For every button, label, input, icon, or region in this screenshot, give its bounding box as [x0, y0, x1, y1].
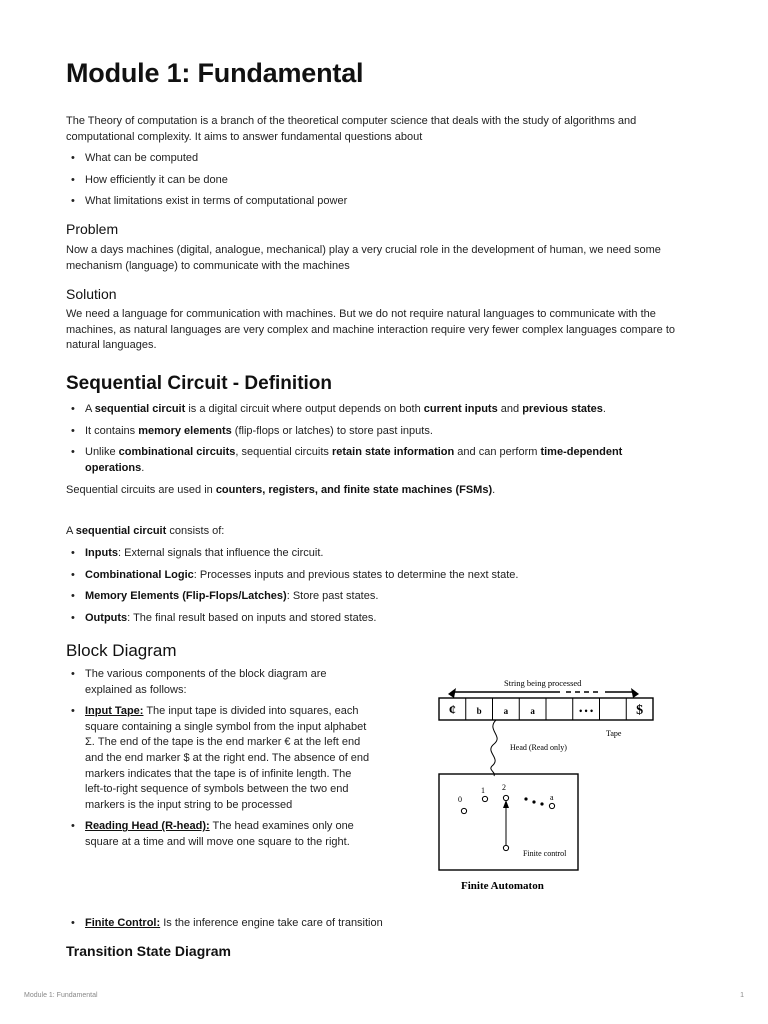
head-label: Head (Read only) — [510, 743, 567, 752]
sequential-usage-paragraph: Sequential circuits are used in counters, registers, and finite state machines (FSMs). — [66, 484, 496, 496]
list-item: • Input Tape: The input tape is divided into squares, each square containing a single symbol from the input alphabet Σ. The end of the tape is the end marker € at the left end and the end marker $ at the right end. The absence of end markers indicates that the tape is of infinite length. The left-to-right sequence of symbols between the two end markers is the input string to be processed — [66, 704, 371, 813]
list-item: • A sequential circuit is a digital circuit where output depends on both current inputs and previous states. — [66, 402, 706, 418]
state-node — [482, 796, 487, 801]
list-item: • Finite Control: Is the inference engine take care of transition — [66, 916, 706, 932]
problem-paragraph: Now a days machines (digital, analogue, mechanical) play a very crucial role in the development of human, we need some mechanism (language) to communicate with the machines — [66, 244, 661, 272]
solution-paragraph: We need a language for communication with machines. But we do not require natural languages to communicate with the machines, as natural languages are very complex and machine interaction require very fewer complex languages compare to natural languages. — [66, 308, 675, 352]
dot — [524, 797, 527, 800]
list-item: • Unlike combinational circuits, sequential circuits retain state information and can perform time-dependent operations. — [66, 445, 655, 476]
tape-symbol: a — [530, 706, 535, 716]
figure-caption: Finite Automaton — [461, 880, 544, 892]
list-item: • It contains memory elements (flip-flops or latches) to store past inputs. — [66, 424, 706, 440]
list-item: • Outputs: The final result based on inputs and stored states. — [66, 611, 706, 627]
state-node — [461, 808, 466, 813]
intro-list — [66, 151, 706, 210]
read-head-line — [491, 720, 497, 776]
section-heading-block-diagram: Block Diagram — [66, 641, 177, 660]
finite-control-list — [66, 916, 706, 932]
states — [458, 783, 555, 851]
page-number: 1 — [740, 992, 744, 999]
state-node — [503, 795, 508, 800]
dot — [532, 800, 535, 803]
list-item: • Reading Head (R-head): The head examines only one square at a time and will move one square to the right. — [66, 819, 371, 850]
intro-paragraph: The Theory of computation is a branch of the theoretical computer science that deals with the study of algorithms and computational complexity. It aims to answer fundamental questions about — [66, 115, 637, 143]
sequential-parts-list — [66, 546, 706, 626]
arrow-left-icon — [448, 688, 456, 698]
tape-symbol: a — [503, 706, 509, 716]
state-label: 2 — [502, 783, 506, 792]
list-item: • Memory Elements (Flip-Flops/Latches): Store past states. — [66, 589, 706, 605]
tape-cells — [449, 698, 643, 720]
arrow-right-icon — [631, 688, 639, 698]
tape-symbol: b — [476, 706, 482, 716]
page-title: Module 1: Fundamental — [66, 58, 364, 88]
section-heading-sequential: Sequential Circuit - Definition — [66, 373, 333, 394]
state-label: a — [550, 793, 554, 802]
list-item: • Combinational Logic: Processes inputs and previous states to determine the next state. — [66, 568, 706, 584]
list-item: • How efficiently it can be done — [66, 173, 706, 189]
pointer-icon — [503, 800, 509, 808]
tape-label: Tape — [606, 729, 622, 738]
list-item: • Inputs: External signals that influence the circuit. — [66, 546, 706, 562]
problem-heading: Problem — [66, 221, 119, 237]
control-label: Finite control — [523, 849, 567, 858]
list-item: • What limitations exist in terms of computational power — [66, 194, 706, 210]
state-label: 1 — [481, 786, 485, 795]
block-diagram-list — [66, 667, 371, 851]
sequential-definition-list — [66, 402, 706, 476]
list-item: • The various components of the block diagram are explained as follows: — [66, 667, 371, 698]
sequential-consists-paragraph: A sequential circuit consists of: — [66, 525, 225, 537]
solution-heading: Solution — [66, 286, 117, 302]
footer-title: Module 1: Fundamental — [24, 992, 98, 999]
tape-symbol: • • • — [579, 706, 594, 716]
finite-automaton-figure — [430, 672, 660, 898]
transition-heading: Transition State Diagram — [66, 943, 231, 959]
state-node — [503, 845, 508, 850]
tape-symbol: $ — [636, 703, 644, 718]
list-item: • What can be computed — [66, 151, 706, 167]
state-label: 0 — [458, 795, 462, 804]
dot — [540, 802, 543, 805]
string-label: String being processed — [504, 678, 582, 688]
tape-symbol: ¢ — [448, 703, 456, 718]
state-node — [549, 803, 554, 808]
